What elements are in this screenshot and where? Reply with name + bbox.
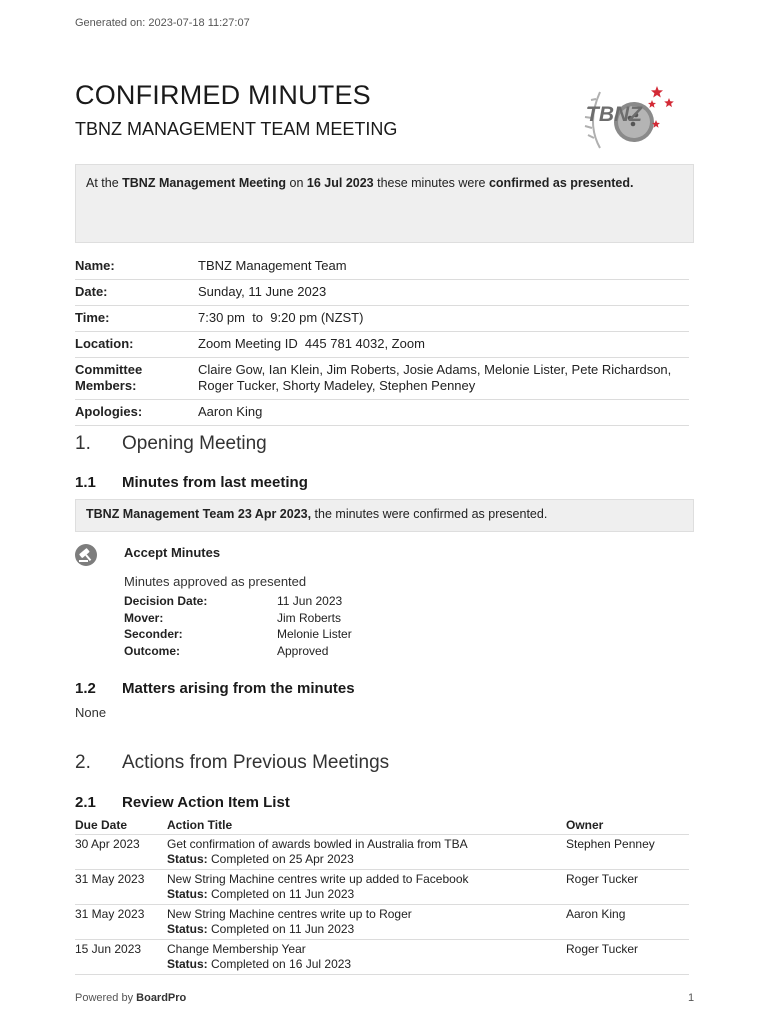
- table-row: 15 Jun 2023 Change Membership Year Status: Completed on 16 Jul 2023 Roger Tucker: [75, 940, 689, 975]
- previous-minutes-note: TBNZ Management Team 23 Apr 2023, the minutes were confirmed as presented.: [75, 499, 694, 532]
- confirmation-box: At the TBNZ Management Meeting on 16 Jul 2023 these minutes were confirmed as presented.: [75, 164, 694, 243]
- page-title: CONFIRMED MINUTES: [75, 80, 371, 110]
- confirmation-meeting: TBNZ Management Meeting: [122, 176, 287, 190]
- info-row-committee: Committee Members: Claire Gow, Ian Klein, Jim Roberts, Josie Adams, Melonie Lister, Pete Richardson, Roger Tucker, Shorty Madeley, Stephen Penney: [75, 358, 689, 400]
- confirmation-status: confirmed as presented.: [488, 176, 634, 190]
- section-2-heading: 2. Actions from Previous Meetings: [75, 752, 390, 773]
- generated-timestamp: Generated on: 2023-07-18 11:27:07: [75, 17, 250, 29]
- section-1-2-heading: 1.2 Matters arising from the minutes: [75, 680, 355, 697]
- info-row-date: Date: Sunday, 11 June 2023: [75, 280, 689, 306]
- table-row: 31 May 2023 New String Machine centres write up to Roger Status: Completed on 11 Jun 2023 Aaron King: [75, 905, 689, 940]
- motion-title: Accept Minutes: [124, 545, 221, 560]
- meeting-info-table: [75, 254, 689, 426]
- info-row-time: Time: 7:30 pm to 9:20 pm (NZST): [75, 306, 689, 332]
- matters-arising-text: None: [75, 705, 107, 720]
- motion-details: Decision Date: 11 Jun 2023 Mover: Jim Roberts Seconder: Melonie Lister Outcome: Approved: [124, 594, 352, 658]
- info-row-location: Location: Zoom Meeting ID 445 781 4032, Zoom: [75, 332, 689, 358]
- table-row: 31 May 2023 New String Machine centres write up added to Facebook Status: Completed on 11 Jun 2023 Roger Tucker: [75, 870, 689, 905]
- confirmation-date: 16 Jul 2023: [306, 176, 374, 190]
- info-row-name: Name: TBNZ Management Team: [75, 254, 689, 280]
- page-subtitle: TBNZ MANAGEMENT TEAM MEETING: [75, 119, 398, 139]
- section-2-1-heading: 2.1 Review Action Item List: [75, 794, 290, 811]
- gavel-icon: [75, 544, 97, 566]
- logo-text: TBNZ: [586, 103, 642, 126]
- motion-description: Minutes approved as presented: [124, 574, 307, 589]
- page-number: 1: [688, 992, 695, 1004]
- info-row-apologies: Apologies: Aaron King: [75, 400, 689, 426]
- action-items-table: [75, 818, 689, 975]
- table-row: 30 Apr 2023 Get confirmation of awards bowled in Australia from TBA Status: Completed on 25 Apr 2023 Stephen Penney: [75, 835, 689, 870]
- footer-brand: BoardPro: [136, 992, 187, 1004]
- footer-powered-by: Powered by BoardPro: [75, 992, 187, 1004]
- section-1-heading: 1. Opening Meeting: [75, 433, 267, 454]
- tbnz-logo: [578, 78, 678, 158]
- section-1-1-heading: 1.1 Minutes from last meeting: [75, 474, 308, 491]
- table-header: Due Date Action Title Owner: [75, 818, 689, 835]
